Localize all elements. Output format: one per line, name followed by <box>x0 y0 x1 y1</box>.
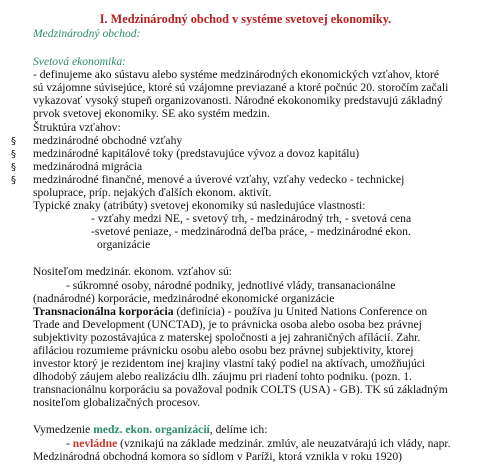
paragraph-line: prvok svetovej ekonomiky. SE ako systém medzin. <box>33 107 270 120</box>
bullet-marker: § <box>11 136 16 147</box>
bullet-marker: § <box>11 149 16 160</box>
bullet-item: medzinárodné kapitálové toky (predstavujúce vývoz a dovoz kapitálu) <box>33 147 360 160</box>
bullet-item: medzinárodné finančné, menové a úverové vzťahy, vzťahy vedecko - technickej <box>33 173 405 186</box>
znaky-line: -svetové peniaze, - medzinárodná deľba práce, - medzinárodné ekon. <box>91 225 411 238</box>
nositel-heading: Nositeľom medzinár. ekonom. vzťahov sú: <box>33 265 232 278</box>
znaky-line: organizácie <box>97 238 151 251</box>
nositel-line: - súkromné osoby, národné podniky, jednotlivé vlády, transanacionálne <box>66 279 396 292</box>
tk-line: Trade and Development (UNCTAD), je to právnicka osoba alebo osoba bez právnej <box>33 318 422 331</box>
typicke-znaky-line: Typické znaky (atribúty) svetovej ekonomiky sú nasledujúce vlastnosti: <box>33 199 366 212</box>
nevladne-term: nevládne <box>72 437 118 450</box>
tk-line: afiláciou rozumieme právnicku osobu alebo osobu bez právnej subjektivity, ktorej <box>33 344 414 357</box>
tk-line: transnacionálnu korporáciu sa považoval podnik COLTS (USA) - GB). TK sú základným <box>33 383 448 396</box>
bullet-item-continuation: spoluprace, príp. nejakých ďalších ekonom. aktivít. <box>33 186 272 199</box>
tk-definition-line <box>33 305 427 318</box>
bullet-item: medzinárodné obchodné vzťahy <box>33 134 183 147</box>
tk-line: nositeľom globalizačných procesov. <box>33 396 201 409</box>
vymedzenie-suffix: , delíme ich: <box>209 423 268 436</box>
struktura-heading: Štruktúra vzťahov: <box>33 121 121 134</box>
tk-term: Transnacionálna korporácia <box>33 305 174 318</box>
section-heading-medzinarodny-obchod: Medzinárodný obchod: <box>33 27 141 40</box>
paragraph-line: vykazovať vysoký stupeň organizovanosti. Národné ekokonomiky predstavujú základný <box>33 94 443 107</box>
document-title: I. Medzinárodný obchod v systéme svetovej ekonomiky. <box>99 12 392 26</box>
nevladne-dash: - <box>66 437 73 450</box>
tk-definition-text: (definícia) - používa ju United Nations Conference on <box>173 305 428 318</box>
bullet-item: medzinárodná migrácia <box>33 160 143 173</box>
paragraph-line: sú vzájomne súvisejúce, ktoré sú vzájomne previazané a ktoré počnúc 20. storočím začali <box>33 81 449 94</box>
vymedzenie-line <box>33 423 267 436</box>
tk-line: subjektivity pozostávajúca z materskej spoločnosti a jej zahraničných afílácií. Zahr. <box>33 331 421 344</box>
last-line: Medzinárodná obchodná komora so sídlom v Paríži, ktorá vznikla v roku 1920) <box>33 450 402 463</box>
nositel-line: (nadnárodné) korporácie, medzinárodné ekonomické organizácie <box>33 292 335 305</box>
section-heading-svetova-ekonomika: Svetová ekonomika: <box>33 55 127 68</box>
nevladne-text: (vznikajú na základe medzinár. zmlúv, ale neuzatvárajú ich vlády, napr. <box>117 437 451 450</box>
znaky-line: - vzťahy medzi NE, - svetový trh, - medzinárodný trh, - svetová cena <box>91 212 412 225</box>
bullet-marker: § <box>11 162 16 173</box>
nevladne-line <box>66 437 451 450</box>
paragraph-line: - definujeme ako sústavu alebo systéme medzinárodných ekonomických vzťahov, ktoré <box>33 68 439 81</box>
vymedzenie-prefix: Vymedzenie <box>33 423 94 436</box>
tk-line: dlhodobý záujem alebo realizáciu dlh. záujmu pri riadení tohto podniku. (pozn. 1. <box>33 370 412 383</box>
tk-line: investor ktorý je rezidentom inej krajiny vlastní taký podiel na aktívach, umožňujúci <box>33 357 426 370</box>
vymedzenie-highlight: medz. ekon. organizácií <box>93 423 210 436</box>
bullet-marker: § <box>11 175 16 186</box>
